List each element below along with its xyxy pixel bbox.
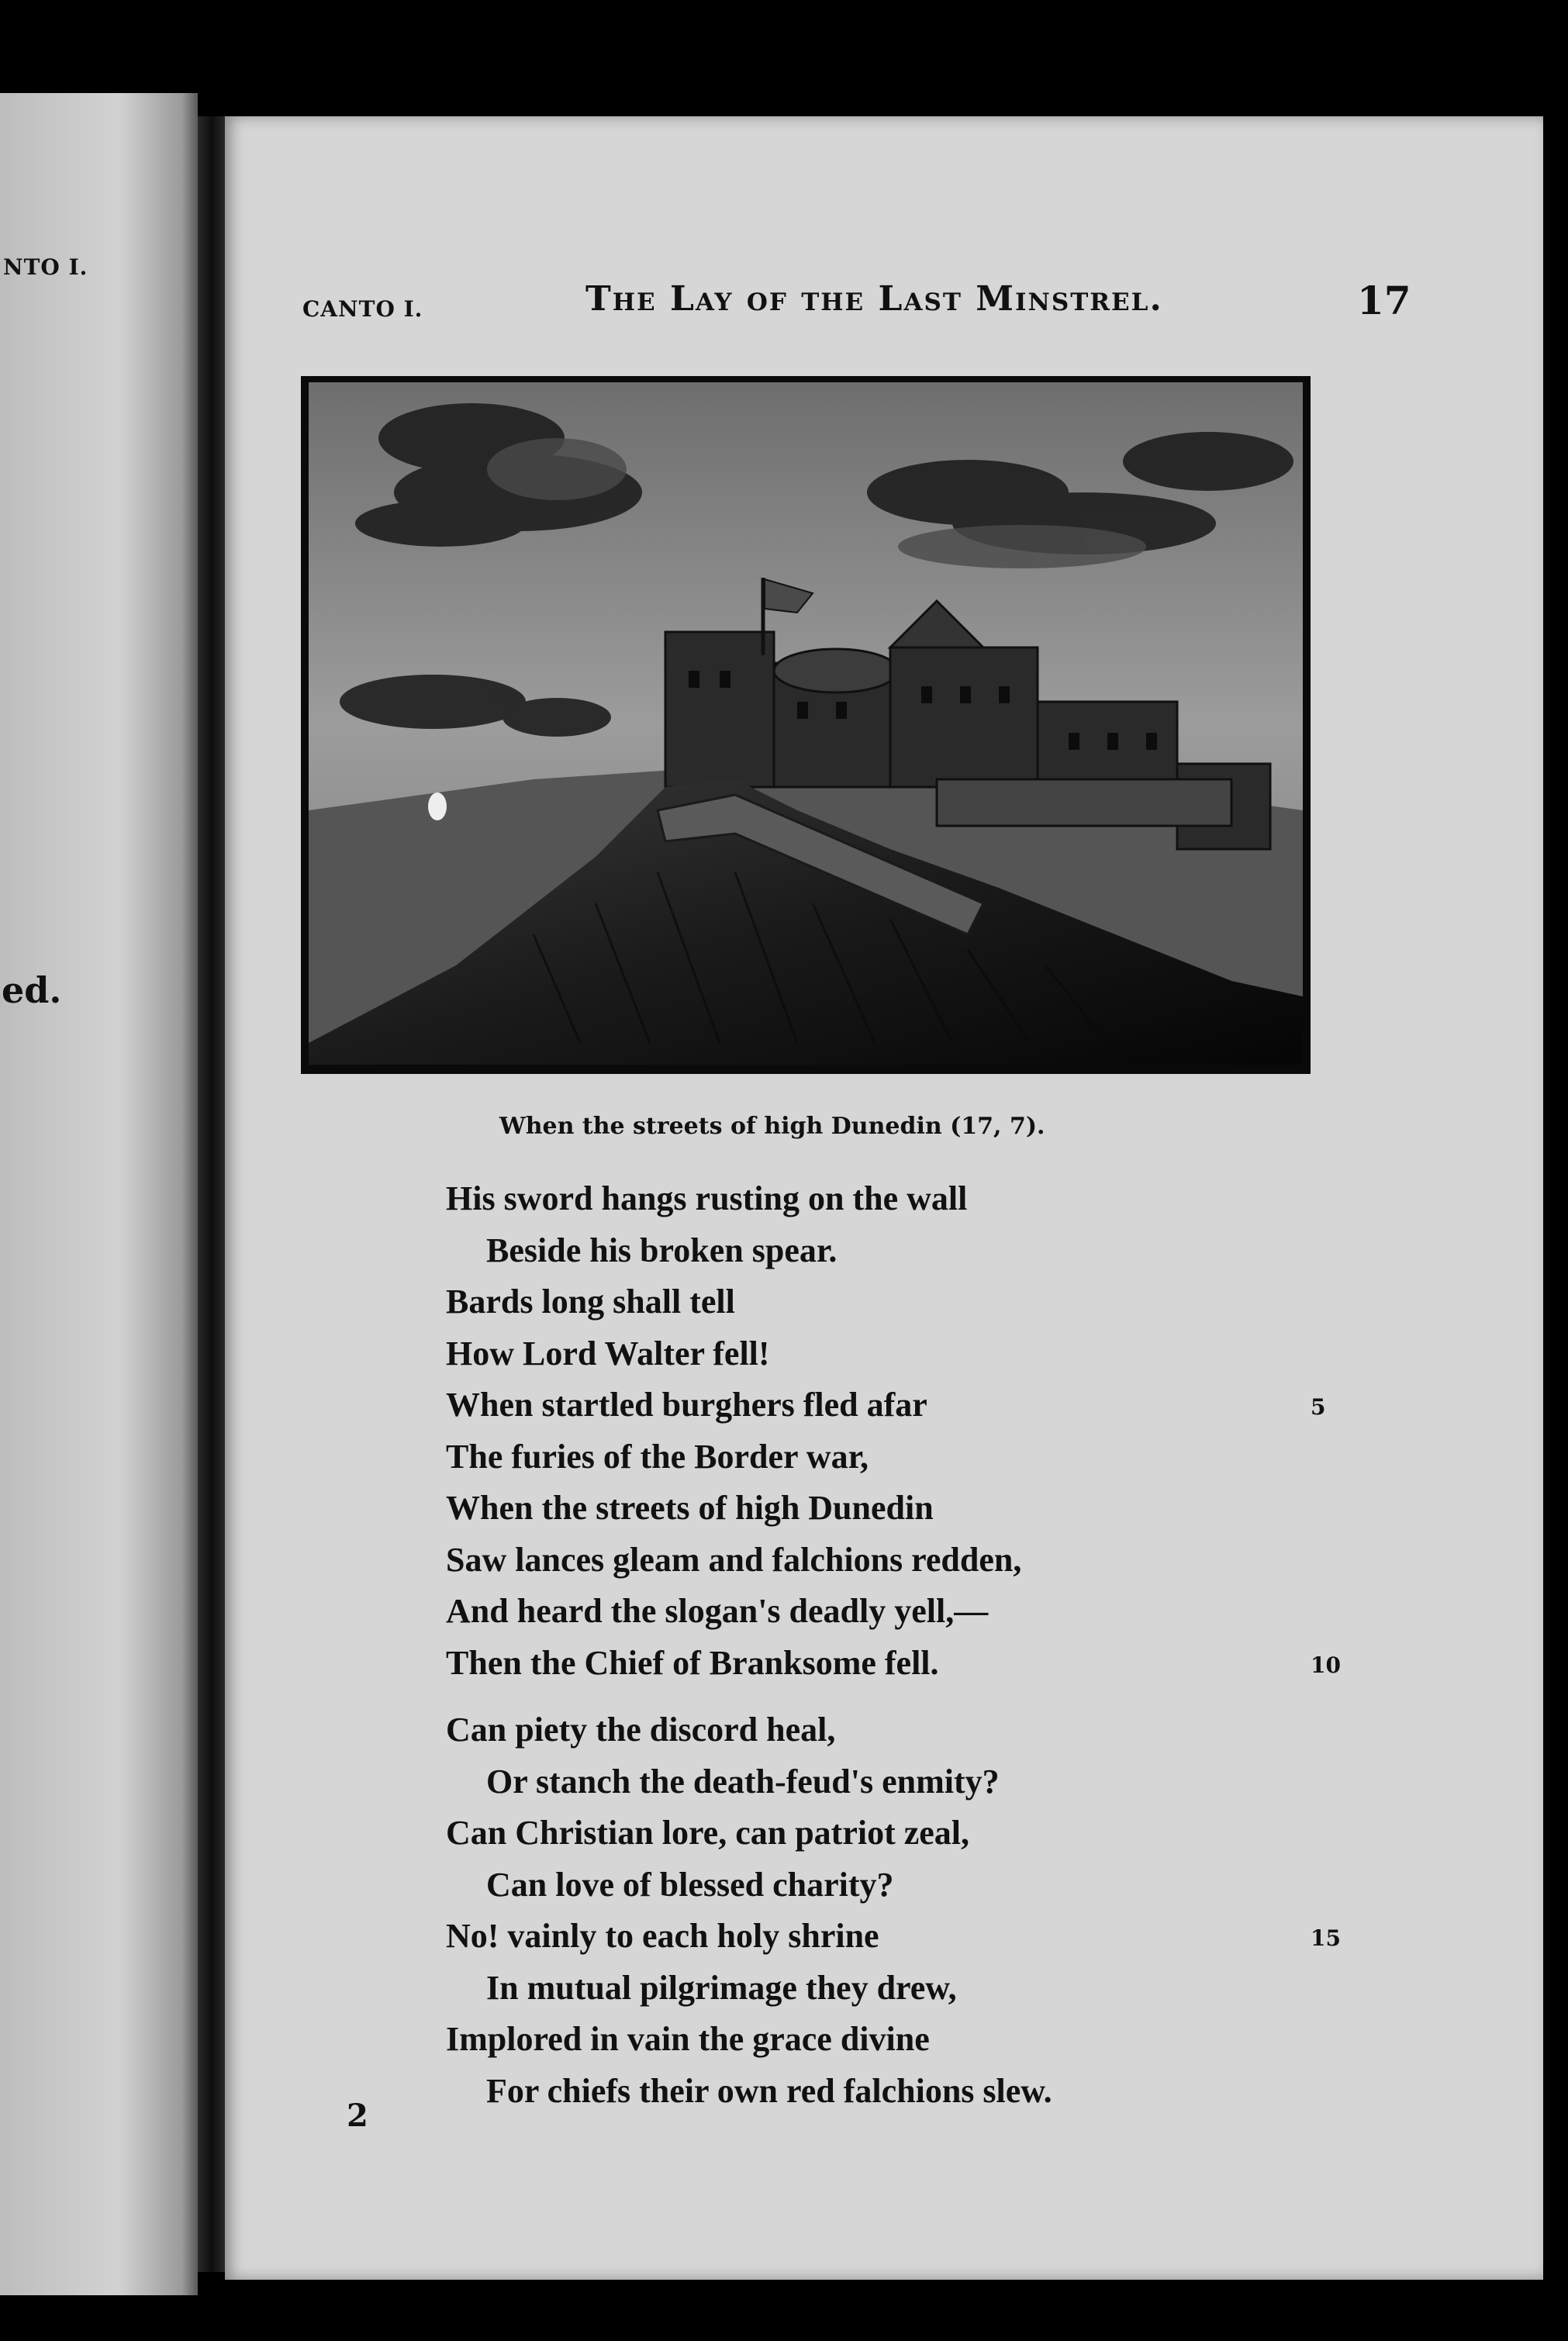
line-number: 15 — [1311, 1925, 1341, 1951]
poem-line: Or stanch the death-feud's enmity? — [486, 1762, 1000, 1801]
poem-line: Then the Chief of Branksome fell. — [446, 1643, 939, 1682]
line-number: 10 — [1311, 1652, 1341, 1678]
poem-line: Can piety the discord heal, — [446, 1711, 836, 1749]
poem-line: No! vainly to each holy shrine — [446, 1917, 879, 1955]
poem-line: Saw lances gleam and falchions redden, — [446, 1540, 1022, 1579]
page-number: 17 — [1357, 278, 1411, 323]
poem-line: Bards long shall tell — [446, 1283, 735, 1321]
poem-line: Can Christian lore, can patriot zeal, — [446, 1814, 970, 1852]
poem-line: And heard the slogan's deadly yell,— — [446, 1592, 989, 1630]
poem-line: The furies of the Border war, — [446, 1437, 869, 1476]
facing-page — [0, 93, 198, 2295]
castle-engraving-image — [301, 376, 1311, 1074]
poem-line: When the streets of high Dunedin — [446, 1489, 934, 1527]
canto-label: CANTO I. — [302, 296, 423, 322]
poem-line: Beside his broken spear. — [486, 1231, 838, 1269]
poem-line: Implored in vain the grace divine — [446, 2020, 930, 2058]
poem-line: His sword hangs rusting on the wall — [446, 1179, 968, 1217]
line-number: 5 — [1311, 1394, 1326, 1420]
running-head — [302, 279, 1543, 333]
poem-line: When startled burghers fled afar — [446, 1386, 927, 1424]
poem-line: How Lord Walter fell! — [446, 1334, 770, 1372]
poem-line: Can love of blessed charity? — [486, 1865, 894, 1904]
page-title: The Lay of the Last Minstrel. — [585, 279, 1163, 319]
poem-line: In mutual pilgrimage they drew, — [486, 1968, 957, 2007]
poem-line: For chiefs their own red falchions slew. — [486, 2071, 1052, 2110]
castle-illustration — [301, 376, 1311, 1074]
illustration-caption: When the streets of high Dunedin (17, 7). — [499, 1113, 1045, 1140]
facing-page-text-fragment: ed. — [2, 969, 62, 1011]
facing-page-running-head: NTO I. — [3, 254, 88, 280]
printer-signature-mark: 2 — [347, 2098, 368, 2134]
book-page — [225, 116, 1543, 2280]
